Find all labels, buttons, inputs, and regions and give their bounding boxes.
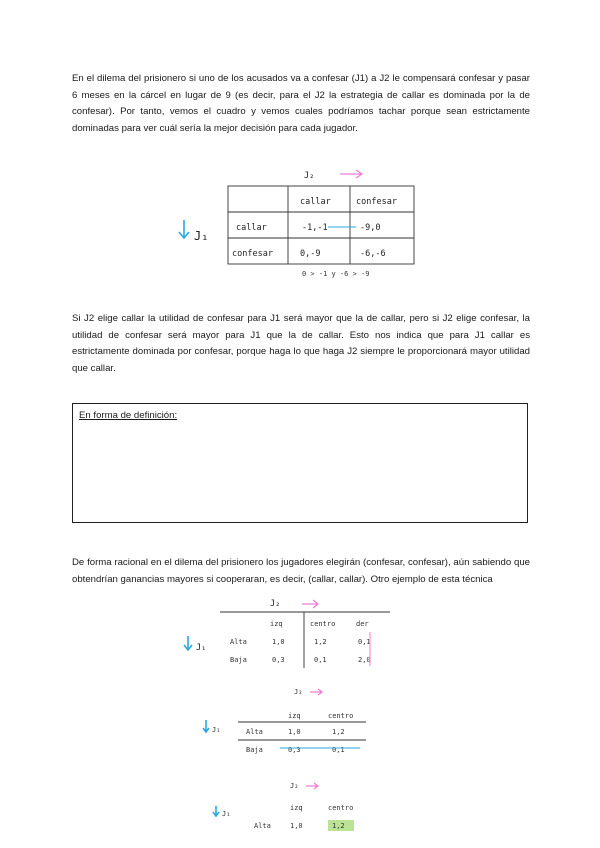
player-row-label: J₁ — [212, 726, 221, 734]
arrow-down-icon — [203, 720, 209, 732]
arrow-down-icon — [213, 806, 219, 816]
cell-2-1: 0,3 — [288, 746, 301, 754]
cell-1-2: 1,2 — [314, 638, 327, 646]
intro-paragraph: En el dilema del prisionero si uno de los acusados va a confesar (J1) a J2 le compensará confesar y pasar 6 meses en la cárcel en lugar de 9 (es decir, para el J2 la estrategia de callar es dominada por la de confesar). Por tanto, vemos el cuadro y vemos cuales podríamos tachar porque sean estrictamente dominadas para ver cuál sería la mejor decisión para cada jugador. — [72, 73, 530, 134]
cell-1-2: 1,2 — [332, 822, 345, 830]
col-header-confesar: confesar — [356, 197, 397, 207]
payoff-matrix-1 — [170, 160, 430, 285]
col-header-izq: izq — [290, 804, 303, 812]
arrow-down-icon — [179, 220, 189, 238]
row-header-alta: Alta — [230, 638, 247, 646]
comparison-note: 0 > -1 y -6 > -9 — [302, 270, 370, 278]
row-header-alta: Alta — [254, 822, 271, 830]
cell-1-2: -9,0 — [360, 223, 381, 233]
cell-1-1: -1,-1 — [302, 223, 328, 233]
row-header-confesar: confesar — [232, 249, 273, 259]
cell-1-1: 1,0 — [272, 638, 285, 646]
conclusion-paragraph: De forma racional en el dilema del prisionero los jugadores elegirán (confesar, confesar), aún sabiendo que obtendrían ganancias mayores si cooperaran, es decir, (callar, callar). Otro ejemplo de esta técnica — [72, 557, 530, 585]
definition-box — [72, 403, 528, 523]
player-row-label: J₁ — [194, 229, 209, 243]
row-header-baja: Baja — [230, 656, 247, 664]
cell-2-2: -6,-6 — [360, 249, 386, 259]
col-header-centro: centro — [328, 712, 354, 720]
arrow-right-icon — [340, 170, 362, 178]
payoff-matrix-3 — [200, 682, 380, 762]
cell-1-3: 0,1 — [358, 638, 371, 646]
cell-2-2: 0,1 — [314, 656, 327, 664]
col-header-der: der — [356, 620, 369, 628]
cell-1-2: 1,2 — [332, 728, 345, 736]
arrow-down-icon — [184, 636, 192, 650]
player-col-label: J₂ — [270, 599, 281, 609]
player-col-label: J₂ — [294, 688, 303, 696]
col-header-callar: callar — [300, 197, 331, 207]
cell-2-3: 2,0 — [358, 656, 371, 664]
cell-2-1: 0,3 — [272, 656, 285, 664]
arrow-right-icon — [306, 783, 318, 789]
row-header-baja: Baja — [246, 746, 263, 754]
player-row-label: J₁ — [196, 643, 207, 653]
col-header-izq: izq — [288, 712, 301, 720]
cell-1-1: 1,0 — [290, 822, 303, 830]
payoff-matrix-4 — [210, 776, 380, 836]
col-header-centro: centro — [328, 804, 354, 812]
player-col-label: J₂ — [290, 782, 299, 790]
arrow-right-icon — [310, 689, 322, 695]
cell-1-1: 1,0 — [288, 728, 301, 736]
analysis-paragraph: Si J2 elige callar la utilidad de confesar para J1 será mayor que la de callar, pero si J2 elige confesar, la utilidad de confesar será mayor para J1 que la de callar. Esto nos indica que para J1 callar es estrictamente dominada por confesar, porque haga lo que haga J2 siempre le proporcionará mayor utilidad que callar. — [72, 313, 530, 374]
cell-2-2: 0,1 — [332, 746, 345, 754]
definition-title: En forma de definición: — [79, 410, 178, 421]
cell-2-1: 0,-9 — [300, 249, 321, 259]
col-header-izq: izq — [270, 620, 283, 628]
arrow-right-icon — [302, 600, 318, 608]
player-row-label: J₁ — [222, 810, 231, 818]
col-header-centro: centro — [310, 620, 336, 628]
player-col-label: J₂ — [304, 171, 315, 181]
row-header-callar: callar — [236, 223, 267, 233]
payoff-matrix-2 — [180, 592, 400, 672]
row-header-alta: Alta — [246, 728, 263, 736]
